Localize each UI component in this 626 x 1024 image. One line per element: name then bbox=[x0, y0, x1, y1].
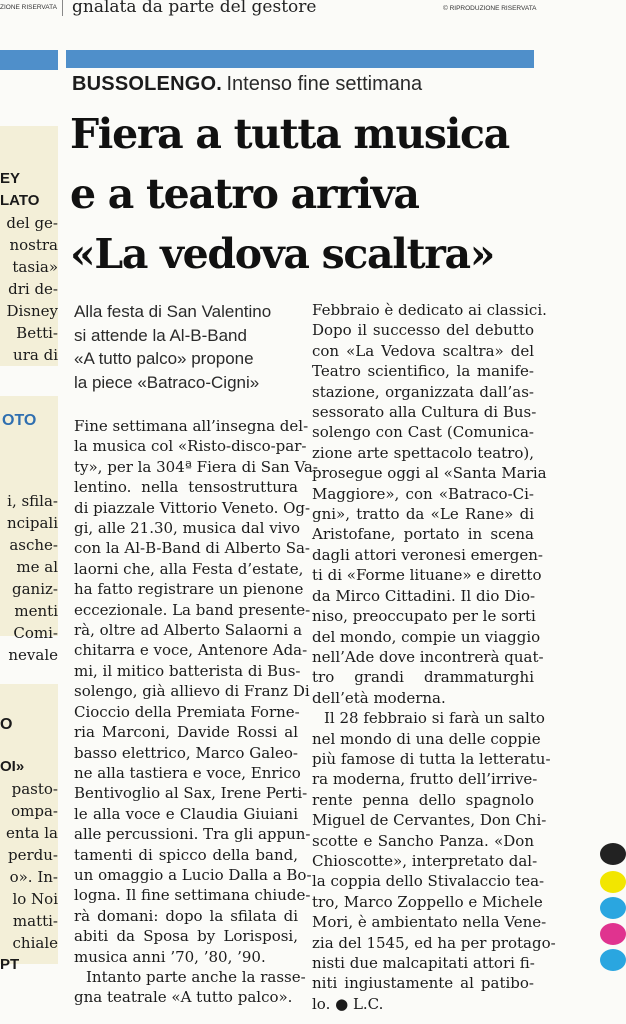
body-column-2 bbox=[312, 300, 556, 1014]
registration-dot bbox=[600, 871, 626, 893]
body-line: Intanto parte anche la rasse- bbox=[86, 967, 306, 986]
neighbour-line: Betti- bbox=[16, 324, 58, 342]
body-line: più famose di tutta la letteratu- bbox=[312, 749, 551, 768]
body-line: rente penna dello spagnolo bbox=[312, 790, 534, 809]
neighbour-line: del ge- bbox=[6, 214, 58, 232]
body-line: zione arte spettacolo teatro), bbox=[312, 443, 534, 462]
body-line: tro grandi drammaturghi bbox=[312, 668, 534, 687]
body-line: Fine settimana all’insegna del- bbox=[74, 417, 309, 435]
body-line: Teatro scientifico, la manife- bbox=[312, 362, 534, 381]
body-line: tamenti di spicco della band, bbox=[74, 845, 298, 864]
body-line: lentino. nella tensostruttura bbox=[74, 478, 298, 497]
headline-line: Fiera a tutta musica bbox=[70, 110, 509, 158]
neighbour-line: me al bbox=[16, 558, 58, 576]
neighbour-line: EY bbox=[0, 170, 21, 187]
neighbour-line: ura di bbox=[13, 346, 58, 364]
body-line: prosegue oggi al «Santa Maria bbox=[312, 464, 547, 483]
body-line: laorni che, alla Festa d’estate, bbox=[74, 559, 304, 578]
body-line: le alla voce e Claudia Giuiani bbox=[74, 804, 298, 823]
body-line: lo. ● L.C. bbox=[312, 994, 384, 1013]
neighbour-line: lo Noi bbox=[12, 890, 58, 908]
body-line: abiti da Sposa by Lorisposi, bbox=[74, 927, 298, 946]
neighbour-line: matti- bbox=[12, 912, 58, 930]
body-line: zia del 1545, ed ha per protago- bbox=[312, 933, 556, 952]
body-line: Cioccio della Premiata Forne- bbox=[74, 702, 300, 721]
body-line: mi, il mitico batterista di Bus- bbox=[74, 661, 301, 680]
neighbour-line: o». In- bbox=[9, 868, 58, 886]
deck-line: Alla festa di San Valentino bbox=[74, 302, 272, 321]
body-line: scotte e Sancho Panza. «Don bbox=[312, 831, 534, 850]
body-line: tro, Marco Zoppello e Michele bbox=[312, 892, 543, 911]
body-line: dell’età moderna. bbox=[312, 688, 446, 707]
kicker bbox=[72, 73, 422, 96]
body-line: la musica col «Risto-disco-par- bbox=[74, 437, 307, 456]
body-line: del mondo, compie un viaggio bbox=[312, 627, 541, 646]
body-line: logna. Il fine settimana chiude- bbox=[74, 886, 311, 905]
neighbour-line: tasia» bbox=[12, 258, 58, 276]
neighbour-line: ganiz- bbox=[12, 580, 58, 598]
body-line: sessorato alla Cultura di Bus- bbox=[312, 403, 537, 422]
top-right-credit: © RIPRODUZIONE RISERVATA bbox=[443, 5, 537, 12]
body-line: stazione, organizzata dall’as- bbox=[312, 382, 534, 401]
body-line: nell’Ade dove incontrerà quat- bbox=[312, 647, 544, 666]
body-line: niti ingiustamente al patibo- bbox=[312, 974, 534, 993]
neighbour-line: dri de- bbox=[8, 280, 58, 298]
neighbour-line: Disney bbox=[6, 302, 58, 320]
body-line: Aristofane, portato in scena bbox=[312, 525, 534, 544]
neighbour-line: pasto- bbox=[11, 780, 58, 798]
body-line: chitarra e voce, Antenore Ada- bbox=[74, 641, 308, 660]
body-line: Mori, è ambientato nella Vene- bbox=[312, 913, 547, 932]
body-line: rà domani: dopo la sfilata di bbox=[74, 906, 298, 925]
body-line: Dopo il successo del debutto bbox=[312, 321, 534, 340]
body-line: nisti due malcapitati attori fi- bbox=[312, 954, 535, 972]
body-line: ra moderna, frutto dell’irrive- bbox=[312, 770, 538, 789]
neighbour-line: LATO bbox=[0, 192, 40, 209]
body-line: ti di «Forme lituane» e diretto bbox=[312, 566, 542, 585]
neighbour-line: OI» bbox=[0, 758, 25, 775]
body-line: Miguel de Cervantes, Don Chi- bbox=[312, 811, 547, 830]
body-line: Il 28 febbraio si farà un salto bbox=[324, 709, 545, 728]
headline-line: «La vedova scaltra» bbox=[70, 230, 495, 278]
registration-dot bbox=[600, 897, 626, 919]
kicker-place: BUSSOLENGO. bbox=[72, 73, 222, 95]
body-column-1 bbox=[74, 416, 318, 1008]
body-line: rà, oltre ad Alberto Salaorni a bbox=[74, 621, 303, 640]
deck-line: si attende la Al-B-Band bbox=[74, 325, 247, 345]
neighbour-line: Comi- bbox=[13, 624, 58, 642]
body-line: solengo, già allievo di Franz Di bbox=[74, 682, 310, 701]
neighbour-blue-band bbox=[0, 50, 58, 70]
top-left-credit: ZIONE RISERVATA bbox=[0, 4, 57, 11]
body-line: Maggiore», con «Batraco-Ci- bbox=[312, 484, 534, 503]
neighbour-line: asche- bbox=[9, 536, 58, 554]
body-line: gna teatrale «A tutto palco». bbox=[74, 988, 293, 1007]
neighbour-line: enta la bbox=[5, 824, 58, 842]
body-line: gni», tratto da «Le Rane» di bbox=[312, 505, 534, 524]
body-line: Febbraio è dedicato ai classici. bbox=[312, 301, 547, 319]
body-line: con la Al-B-Band di Alberto Sa- bbox=[74, 539, 310, 558]
kicker-subtitle: Intenso fine settimana bbox=[226, 73, 423, 95]
neighbour-line: ncipali bbox=[7, 514, 58, 532]
neighbour-line: menti bbox=[14, 602, 58, 620]
registration-dot bbox=[600, 843, 626, 865]
body-line: Bentivoglio al Sax, Irene Perti- bbox=[74, 784, 308, 803]
body-line: gi, alle 21.30, musica dal vivo bbox=[74, 519, 300, 538]
neighbour-heading: O bbox=[0, 716, 13, 733]
neighbour-line: perdu- bbox=[8, 846, 58, 864]
top-divider bbox=[62, 0, 63, 16]
body-line: niso, preoccupato per le sorti bbox=[312, 607, 536, 626]
body-line: un omaggio a Lucio Dalla a Bo- bbox=[74, 865, 312, 884]
neighbour-line: PT bbox=[0, 956, 20, 973]
body-line: alle percussioni. Tra gli appun- bbox=[74, 825, 311, 844]
body-line: ne alla tastiera e voce, Enrico bbox=[74, 763, 301, 782]
neighbour-heading: OTO bbox=[2, 412, 37, 429]
deck-line: «A tutto palco» propone bbox=[74, 349, 254, 368]
headline-line: e a teatro arriva bbox=[70, 170, 419, 218]
body-line: da Mirco Cittadini. Il dio Dio- bbox=[312, 586, 536, 605]
body-line: eccezionale. La band presente- bbox=[74, 600, 311, 619]
body-line: ha fatto registrare un pienone bbox=[74, 580, 304, 599]
neighbour-line: i, sfila- bbox=[7, 492, 58, 510]
body-line: ty», per la 304ª Fiera di San Va- bbox=[74, 457, 318, 476]
body-line: ria Marconi, Davide Rossi al bbox=[74, 723, 298, 742]
registration-dot bbox=[600, 949, 626, 971]
body-line: la coppia dello Stivalaccio tea- bbox=[312, 872, 545, 891]
body-line: musica anni ’70, ’80, ’90. bbox=[74, 947, 266, 966]
deck-line: la piece «Batraco-Cigni» bbox=[74, 372, 260, 392]
body-line: solengo con Cast (Comunica- bbox=[312, 423, 534, 442]
neighbour-line: chiale bbox=[12, 934, 58, 952]
deck bbox=[74, 300, 304, 394]
body-line: di piazzale Vittorio Veneto. Og- bbox=[74, 498, 311, 517]
neighbour-line: nostra bbox=[9, 236, 58, 254]
body-line: con «La Vedova scaltra» del bbox=[312, 341, 534, 360]
body-line: dagli attori veronesi emergen- bbox=[312, 545, 543, 564]
neighbour-line: ompa- bbox=[11, 802, 58, 820]
body-line: Chioscotte», interpretato dal- bbox=[312, 851, 538, 870]
registration-dot bbox=[600, 923, 626, 945]
body-line: basso elettrico, Marco Galeo- bbox=[74, 743, 298, 762]
section-band bbox=[66, 50, 534, 68]
body-line: nel mondo di una delle coppie bbox=[312, 729, 541, 748]
neighbour-line: nevale bbox=[8, 646, 58, 664]
previous-article-text: gnalata da parte del gestore bbox=[72, 0, 317, 17]
neighbour-column bbox=[0, 44, 58, 973]
